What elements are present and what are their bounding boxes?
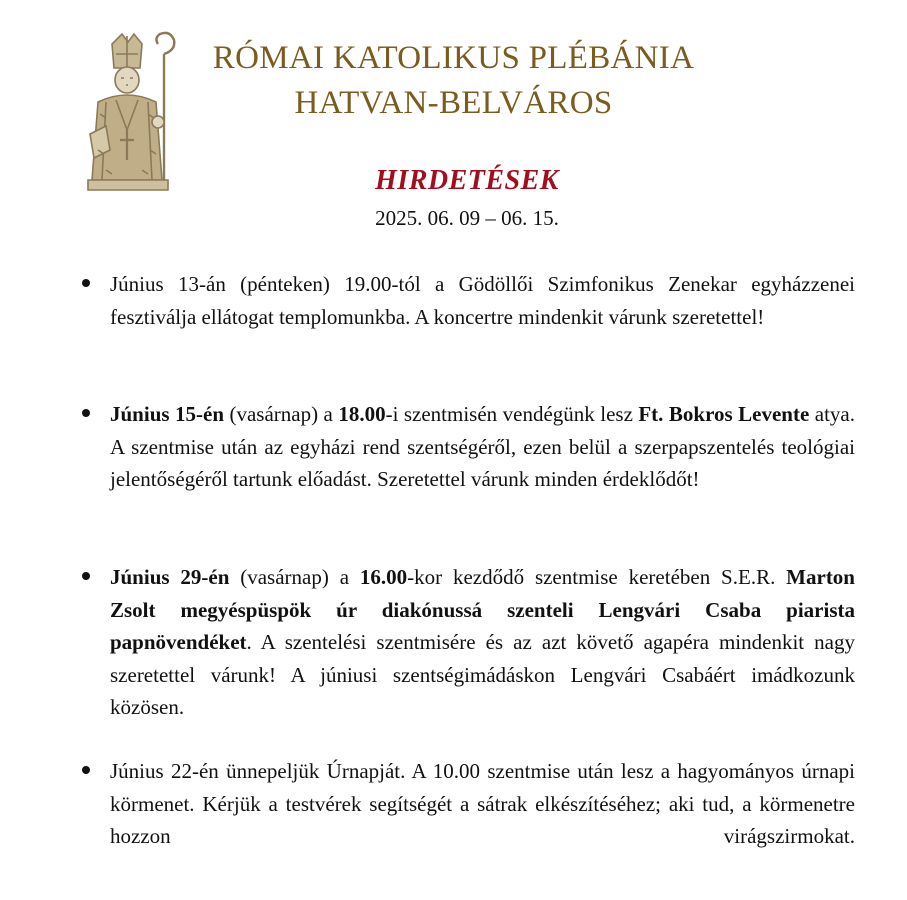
bullet-icon (82, 279, 90, 287)
announcement-bold-text: Június 15-én (110, 402, 224, 426)
announcement-run-text: Június 13-án (pénteken) 19.00-tól a Gödöllői Szimfonikus Zenekar egyházzenei fesztiválja ellátogat templomunkba. A koncertre mindenkit várunk szeretettel! (110, 272, 855, 329)
announcement-run-text: . A szentelési szentmisére és az azt követő agapéra mindenkit nagy szeretettel várunk! A júniusi szentségimádáskon Lengvári Csabáért imádkozunk közösen. (110, 630, 855, 719)
announcement-text (110, 398, 855, 496)
announcement-run-text: -i szentmisén vendégünk lesz (385, 402, 639, 426)
parish-logo (76, 30, 180, 192)
parish-title-line1: RÓMAI KATOLIKUS PLÉBÁNIA (212, 40, 695, 76)
announcement-text (110, 268, 855, 333)
announcement-run-text: (vasárnap) a (229, 565, 360, 589)
announcement-run-text: -kor kezdődő szentmise keretében S.E.R. (407, 565, 787, 589)
announcement-bold-text: 18.00 (338, 402, 386, 426)
announcement-bold-text: Marton Zsolt megyéspüspök úr diakónussá szenteli Lengvári Csaba piarista papnövendéket (110, 565, 855, 654)
announcement-text (110, 755, 855, 853)
announcement-run-text: Június 22-én ünnepeljük Úrnapját. A 10.00 szentmise után lesz a hagyományos úrnapi körmenet. Kérjük a testvérek segítségét a sátrak elkészítéséhez; aki tud, a körmenetre hozzon virágszirmokat. (110, 759, 855, 848)
announcements-heading: HIRDETÉSEK (375, 165, 559, 196)
announcement-bold-text: Ft. Bokros Levente (638, 402, 810, 426)
announcement-bold-text: Június 29-én (110, 565, 230, 589)
announcement-run-text: atya. A szentmise után az egyházi rend szentségéről, ezen belül a szerpapszentelés teológiai jelentőségéről tartunk előadást. Szeretettel várunk minden érdeklődőt! (110, 402, 855, 491)
announcement-bold-text: 16.00 (359, 565, 408, 589)
parish-title-line2: HATVAN-BELVÁROS (294, 85, 613, 121)
announcement-text (110, 561, 855, 724)
bullet-icon (82, 572, 90, 580)
date-range: 2025. 06. 09 – 06. 15. (375, 206, 559, 230)
bullet-icon (82, 409, 90, 417)
bishop-saint-icon (76, 30, 180, 192)
announcement-run-text: (vasárnap) a (224, 402, 339, 426)
bullet-icon (82, 766, 90, 774)
